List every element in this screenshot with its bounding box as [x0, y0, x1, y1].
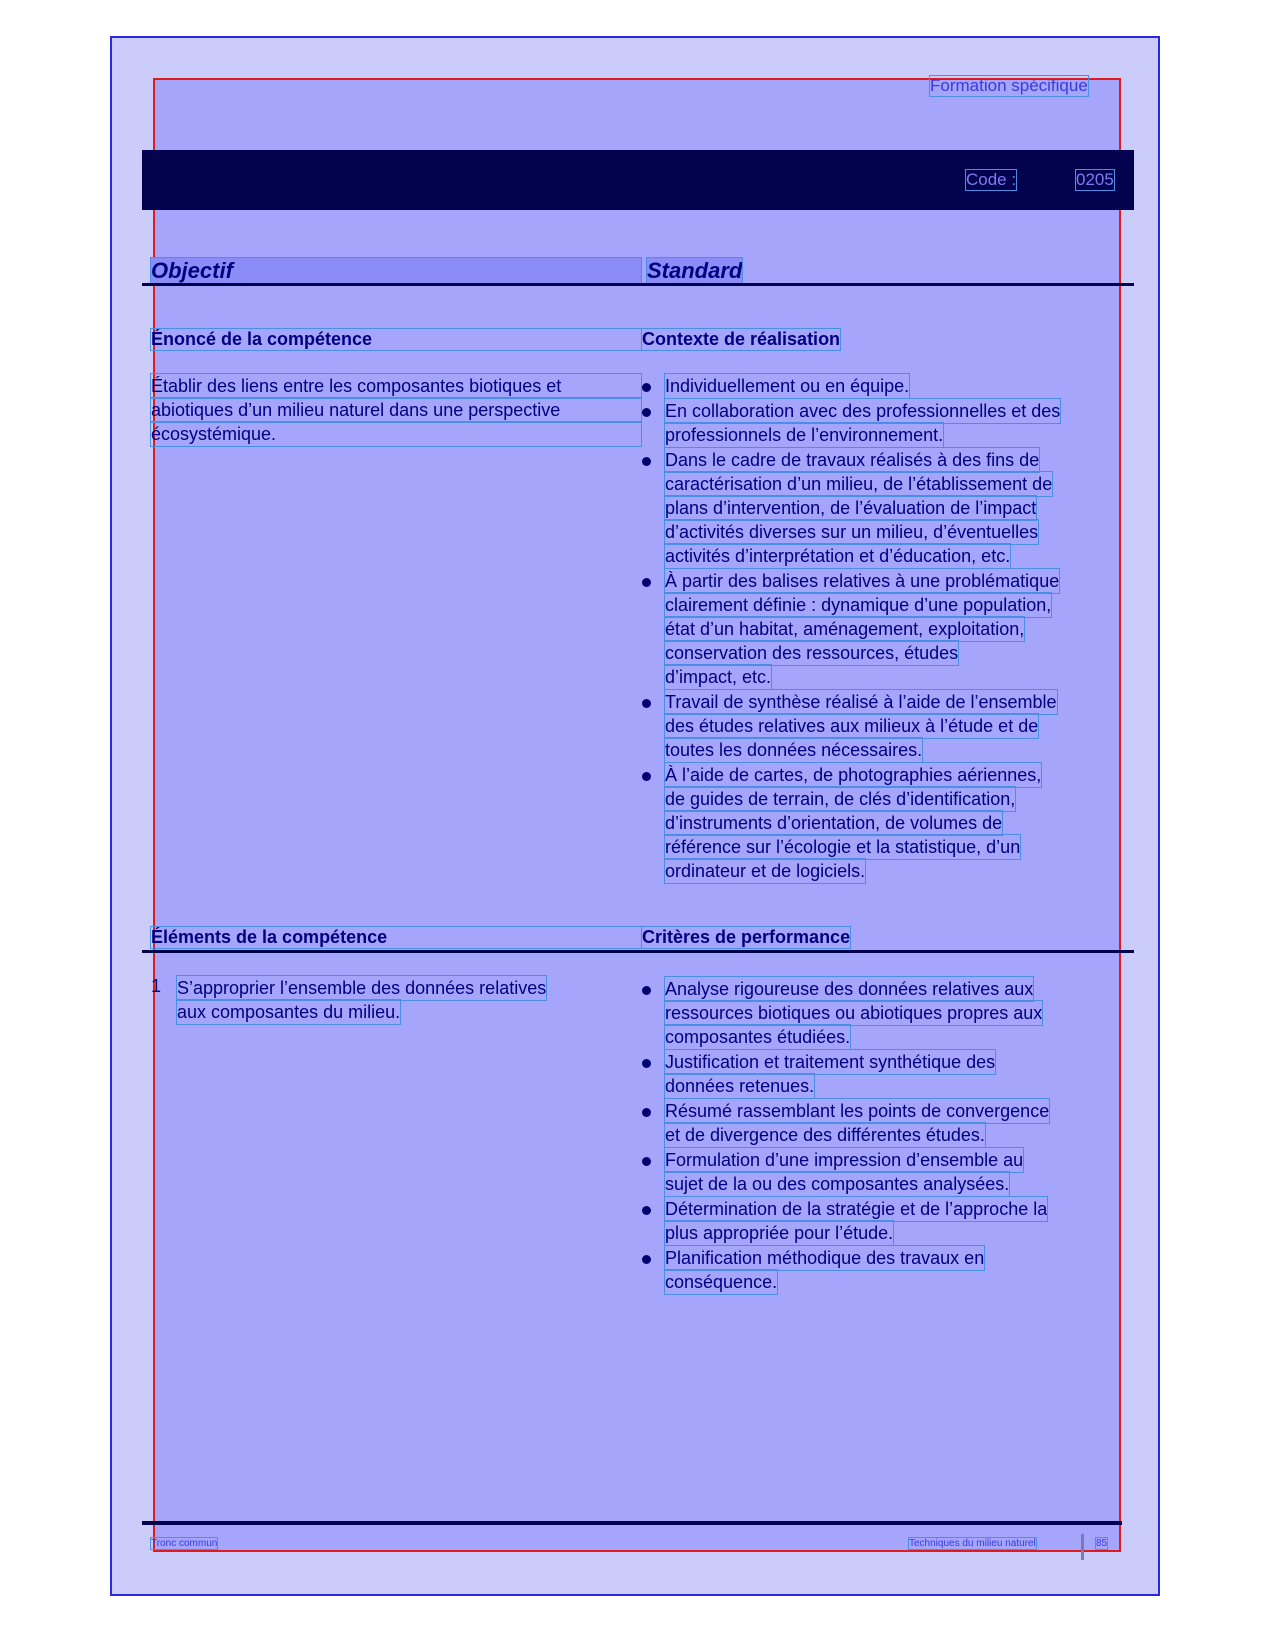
contexte-line: ordinateur et de logiciels. [665, 861, 866, 881]
contexte-line: activités d’interprétation et d’éducation, etc. [665, 546, 1011, 566]
standard-heading: Standard [647, 258, 743, 283]
competence-line: écosystémique. [151, 422, 641, 446]
criteres-item [642, 1099, 1122, 1147]
criteres-line: Justification et traitement synthétique des [665, 1052, 996, 1072]
contexte-line: À partir des balises relatives à une problématique [665, 571, 1060, 591]
bullet-icon [642, 457, 651, 466]
contexte-line: À l’aide de cartes, de photographies aériennes, [665, 765, 1042, 785]
bullet-icon [642, 1108, 651, 1117]
contexte-line: conservation des ressources, études [665, 643, 959, 663]
code-value: 0205 [1076, 170, 1114, 189]
criteres-line: Détermination de la stratégie et de l’approche la [665, 1199, 1048, 1219]
criteres-item [642, 1197, 1122, 1245]
contexte-item [642, 448, 1122, 568]
element-number: 1 [151, 976, 162, 996]
bullet-icon [642, 699, 651, 708]
contexte-line: référence sur l’écologie et la statistique, d’un [665, 837, 1021, 857]
contexte-line: clairement définie : dynamique d’une population, [665, 595, 1052, 615]
section-rule-top [142, 283, 1134, 286]
criteres-heading: Critères de performance [642, 927, 851, 947]
criteres-item [642, 1050, 1122, 1098]
criteres-line: données retenues. [665, 1076, 815, 1096]
bullet-icon [642, 383, 651, 392]
competence-statement [151, 374, 641, 446]
bullet-icon [642, 408, 651, 417]
criteres-item [642, 1246, 1122, 1294]
criteres-item [642, 1148, 1122, 1196]
competence-line: Établir des liens entre les composantes biotiques et [151, 374, 641, 398]
criteres-line: Résumé rassemblant les points de convergence [665, 1101, 1050, 1121]
contexte-line: des études relatives aux milieux à l’étude et de [665, 716, 1039, 736]
contexte-line: toutes les données nécessaires. [665, 740, 923, 760]
element-item [151, 976, 641, 1024]
contexte-line: Individuellement ou en équipe. [665, 376, 910, 396]
contexte-line: de guides de terrain, de clés d’identification, [665, 789, 1016, 809]
footer-rule [142, 1521, 1122, 1525]
objectif-heading: Objectif [151, 258, 641, 284]
contexte-line: caractérisation d’un milieu, de l’établissement de [665, 474, 1053, 494]
bullet-icon [642, 1059, 651, 1068]
bullet-icon [642, 986, 651, 995]
contexte-line: état d’un habitat, aménagement, exploitation, [665, 619, 1025, 639]
bullet-icon [642, 1255, 651, 1264]
footer-separator [1081, 1534, 1084, 1560]
contexte-line: d’impact, etc. [665, 667, 772, 687]
contexte-item [642, 399, 1122, 447]
code-label: Code : [966, 170, 1017, 189]
competence-line: abiotiques d’un milieu naturel dans une perspective [151, 398, 641, 422]
page-number: 85 [1096, 1538, 1108, 1549]
elements-heading: Éléments de la compétence [151, 927, 641, 948]
contexte-line: En collaboration avec des professionnelles et des [665, 401, 1061, 421]
contexte-line: d’activités diverses sur un milieu, d’éventuelles [665, 522, 1039, 542]
criteres-line: ressources biotiques ou abiotiques propres aux [665, 1003, 1043, 1023]
contexte-line: plans d’intervention, de l’évaluation de l’impact [665, 498, 1037, 518]
formation-label: Formation spécifique [930, 76, 1088, 95]
criteres-line: Formulation d’une impression d’ensemble au [665, 1150, 1024, 1170]
footer-right-text: Techniques du milieu naturel [909, 1538, 1036, 1549]
criteres-line: et de divergence des différentes études. [665, 1125, 985, 1145]
criteres-line: Analyse rigoureuse des données relatives aux [665, 979, 1034, 999]
footer-left-text: Tronc commun [151, 1538, 218, 1549]
contexte-item [642, 763, 1122, 883]
contexte-line: professionnels de l’environnement. [665, 425, 944, 445]
contexte-line: d’instruments d’orientation, de volumes de [665, 813, 1003, 833]
criteres-item [642, 977, 1122, 1049]
bullet-icon [642, 772, 651, 781]
element-line: S’approprier l’ensemble des données relatives [177, 978, 547, 998]
bullet-icon [642, 1206, 651, 1215]
criteres-line: sujet de la ou des composantes analysées. [665, 1174, 1010, 1194]
elements-list [151, 976, 641, 1024]
section-rule-bottom [142, 950, 1134, 953]
criteres-line: composantes étudiées. [665, 1027, 851, 1047]
bullet-icon [642, 1157, 651, 1166]
criteres-line: plus appropriée pour l’étude. [665, 1223, 894, 1243]
bullet-icon [642, 578, 651, 587]
criteres-line: conséquence. [665, 1272, 778, 1292]
contexte-heading: Contexte de réalisation [642, 329, 841, 349]
criteres-line: Planification méthodique des travaux en [665, 1248, 985, 1268]
element-line: aux composantes du milieu. [177, 1002, 401, 1022]
contexte-item [642, 569, 1122, 689]
competence-heading: Énoncé de la compétence [151, 329, 641, 350]
contexte-line: Travail de synthèse réalisé à l’aide de l’ensemble [665, 692, 1057, 712]
contexte-item [642, 690, 1122, 762]
contexte-item [642, 374, 1122, 398]
contexte-line: Dans le cadre de travaux réalisés à des fins de [665, 450, 1040, 470]
